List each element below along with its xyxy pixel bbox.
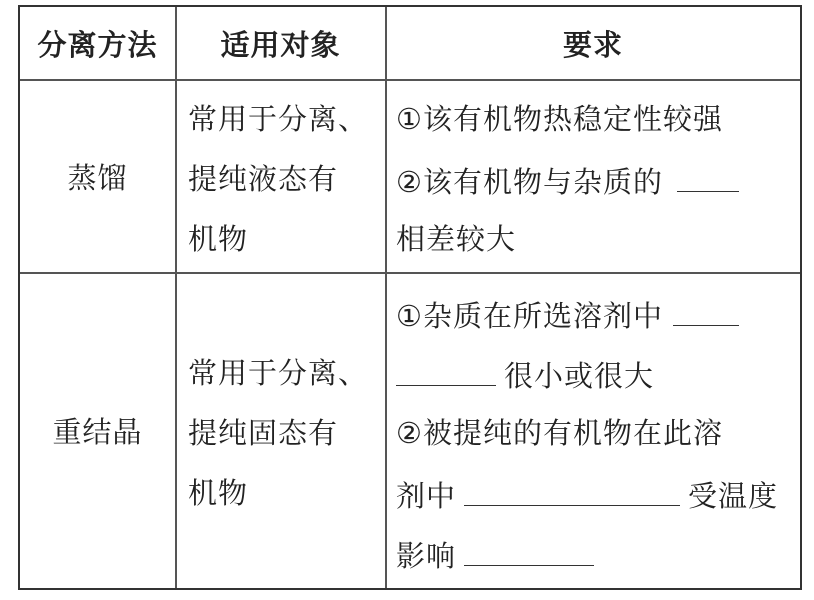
requirement-line: ②被提纯的有机物在此溶 xyxy=(396,416,723,450)
requirement-text: 剂中 xyxy=(396,479,457,513)
header-applicable-object: 适用对象 xyxy=(220,27,341,62)
requirement-line xyxy=(396,539,594,571)
answer-blank[interactable] xyxy=(673,299,739,326)
requirement-text: ②该有机物与杂质的 xyxy=(396,165,663,199)
answer-blank[interactable] xyxy=(464,539,594,566)
requirement-line xyxy=(396,299,739,331)
column-divider-2 xyxy=(385,7,387,588)
requirement-text: 影响 xyxy=(396,539,457,573)
header-requirement: 要求 xyxy=(562,27,623,62)
requirement-line xyxy=(396,165,739,197)
method-recrystallization: 重结晶 xyxy=(52,415,143,449)
requirement-line xyxy=(396,479,778,511)
target-line: 常用于分离、 xyxy=(188,102,369,136)
requirement-line xyxy=(396,359,654,391)
answer-blank[interactable] xyxy=(396,359,496,386)
target-line: 机物 xyxy=(188,222,249,256)
requirement-text: 受温度 xyxy=(688,479,779,513)
answer-blank[interactable] xyxy=(464,479,680,506)
target-line: 常用于分离、 xyxy=(188,356,369,390)
answer-blank[interactable] xyxy=(677,165,739,192)
method-distillation: 蒸馏 xyxy=(67,160,128,195)
target-line: 机物 xyxy=(188,476,249,510)
header-separation-method: 分离方法 xyxy=(37,27,158,62)
requirement-text: ①杂质在所选溶剂中 xyxy=(396,299,663,333)
requirement-text: 很小或很大 xyxy=(504,359,655,393)
target-line: 提纯液态有 xyxy=(188,162,339,196)
column-divider-1 xyxy=(175,7,177,588)
requirement-line: ①该有机物热稳定性较强 xyxy=(396,102,723,136)
requirement-line: 相差较大 xyxy=(396,222,517,256)
separation-methods-table xyxy=(18,5,802,590)
target-line: 提纯固态有 xyxy=(188,416,339,450)
